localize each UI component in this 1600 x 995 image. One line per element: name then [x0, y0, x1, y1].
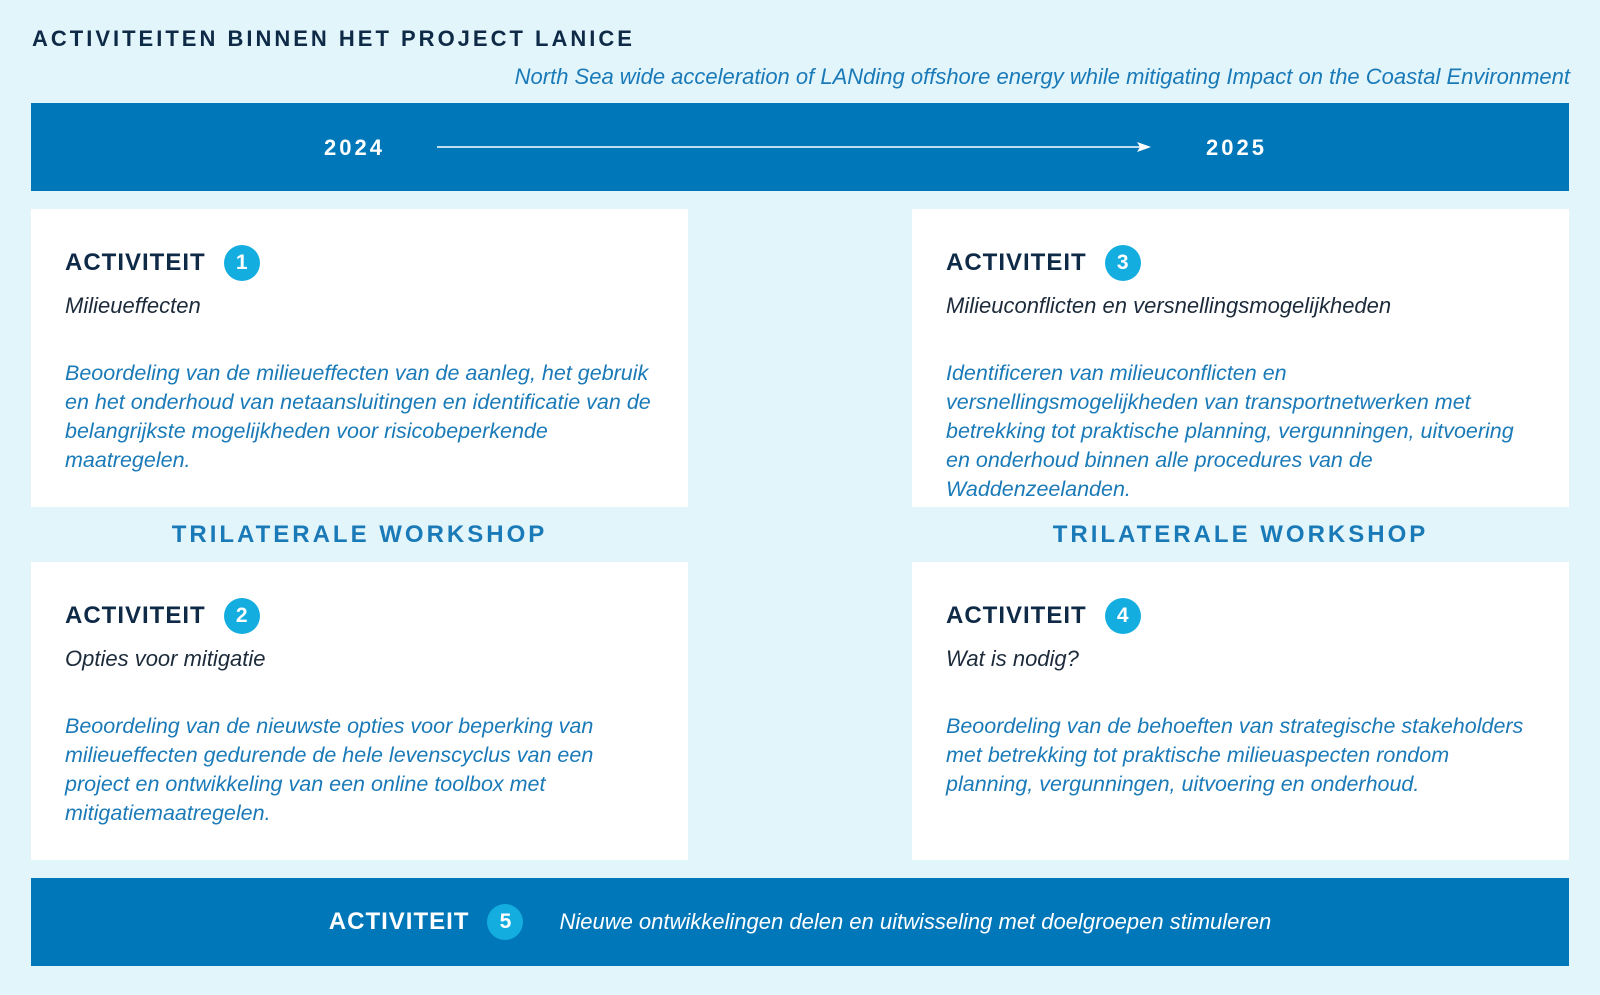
workshop-label-left: TRILATERALE WORKSHOP	[171, 521, 548, 548]
activity-description: Identificeren van milieuconflicten en versnellingsmogelijkheden van transportnetwerken met betrekking tot praktische planning, vergunningen, uitvoering en onderhoud binnen alle procedures van de Waddenzeelanden.	[946, 361, 1514, 501]
activity-subtitle: Milieuconflicten en versnellingsmogelijkheden	[946, 293, 1392, 318]
activity-number-badge: 3	[1105, 245, 1141, 281]
activity-subtitle: Milieueffecten	[65, 293, 201, 318]
activity-subtitle: Wat is nodig?	[946, 646, 1079, 671]
activity-card-1	[31, 209, 688, 507]
timeline-end-year: 2025	[1206, 135, 1267, 160]
activity-description: Beoordeling van de nieuwste opties voor beperking van milieueffecten gedurende de hele levenscyclus van een project en ontwikkeling van een online toolbox met mitigatiemaatregelen.	[65, 714, 594, 825]
activity-label: ACTIVITEIT	[65, 249, 206, 276]
page-title: ACTIVITEITEN BINNEN HET PROJECT LANICE	[32, 26, 635, 51]
timeline-start-year: 2024	[324, 135, 385, 160]
activity-number-badge: 2	[224, 598, 260, 634]
activity-card-2	[31, 562, 688, 860]
activity-description: Nieuwe ontwikkelingen delen en uitwisseling met doelgroepen stimuleren	[559, 909, 1272, 934]
activity-card-3	[912, 209, 1569, 507]
activity-subtitle: Opties voor mitigatie	[65, 646, 266, 671]
activity-label: ACTIVITEIT	[328, 908, 470, 935]
activity-label: ACTIVITEIT	[946, 602, 1087, 629]
timeline-bar	[31, 103, 1569, 191]
activity-number-badge: 5	[487, 904, 523, 940]
workshop-label-right: TRILATERALE WORKSHOP	[1052, 521, 1429, 548]
activity-description: Beoordeling van de behoeften van strategische stakeholders met betrekking tot praktische milieuaspecten rondom planning, vergunningen, uitvoering en onderhoud.	[946, 714, 1524, 796]
activity-5-banner	[31, 878, 1569, 966]
timeline-arrow-icon	[437, 140, 1152, 154]
activity-number-badge: 1	[224, 245, 260, 281]
activity-description: Beoordeling van de milieueffecten van de aanleg, het gebruik en het onderhoud van netaansluitingen en identificatie van de belangrijkste mogelijkheden voor risicobeperkende maatregelen.	[65, 361, 651, 472]
activity-card-4	[912, 562, 1569, 860]
activity-label: ACTIVITEIT	[946, 249, 1087, 276]
page-subtitle: North Sea wide acceleration of LANding offshore energy while mitigating Impact on the Coastal Environment	[514, 64, 1570, 89]
activity-number-badge: 4	[1105, 598, 1141, 634]
activity-label: ACTIVITEIT	[65, 602, 206, 629]
